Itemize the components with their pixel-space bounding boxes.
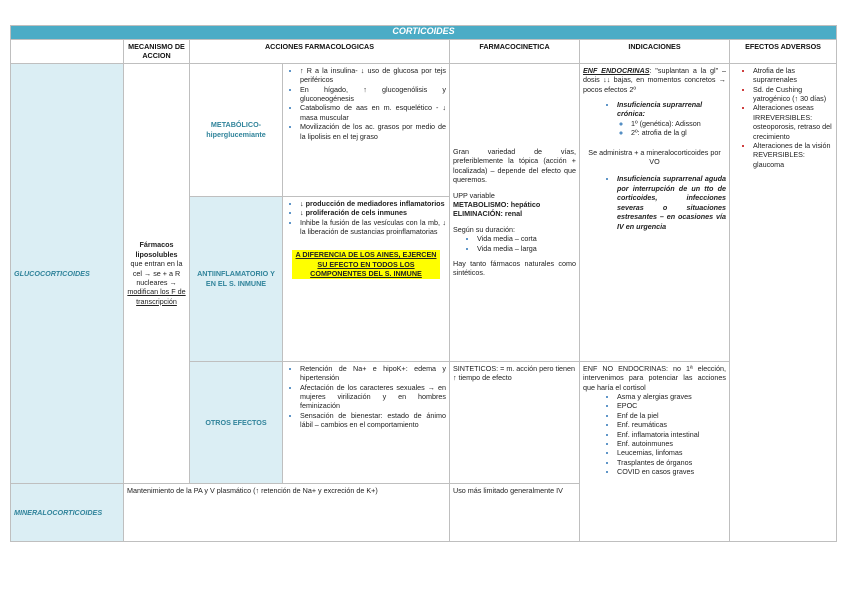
pharmaco-p3: METABOLISMO: hepático [453,199,541,209]
no-endo-item: • Asma y alergias graves [617,392,726,401]
otros-item: • Afectación de los caracteres sexuales → en mujeres virilización y en hombres feminización [300,383,446,411]
duration-item: • Vida media – larga [477,244,576,253]
header-pharmaco: FARMACOCINETICA [450,40,580,64]
sublabel-metab: METABÓLICO- hiperglucemiante [190,63,283,196]
metab-list [286,66,446,141]
no-endo-item: • COVID en casos graves [617,467,726,476]
insuf-aguda: • Insuficiencia suprarrenal aguda por interrupción de un tto de corticoides, infecciones severas o situaciones estresantes – en ocasiones vía IV en urgencia [617,174,726,230]
metab-cell [283,63,450,196]
aguda-list [583,174,726,230]
adverse-list [733,66,833,169]
endo-paragraph [583,66,726,94]
no-endo-paragraph: ENF NO ENDOCRINAS: no 1ª elección, intervenimos para potenciar las acciones que haría el cortisol [583,363,726,392]
no-endo-list [583,392,726,477]
no-endo-item: • Enf. autoinmunes [617,439,726,448]
anti-note: A DIFERENCIA DE LOS AINES, EJERCEN SU EFECTO EN TODOS LOS COMPONENTES DEL S. INMUNE [292,250,440,278]
otros-item: • Retención de Na+ e hipoK+: edema y hipertensión [300,364,446,383]
pharmaco-cell [450,63,580,361]
otros-list [286,364,446,430]
indications-noendo-cell [580,361,730,541]
row-label-mineral: MINERALOCORTICOIDES [11,483,124,541]
anti-list [286,199,446,237]
adverse-item: • Sd. de Cushing yatrogénico (↑ 30 días) [753,85,833,104]
no-endo-item: • Enf de la piel [617,411,726,420]
pharmaco-p2: UPP variable [453,190,495,200]
se-administra: Se administra + a mineralocorticoides por VO [588,147,721,167]
adverse-item: • Atrofia de las suprarrenales [753,66,833,85]
no-endo-item: • Trasplantes de órganos [617,458,726,467]
adverse-item: • Alteraciones oseas IRREVERSIBLES: osteoporosis, retraso del crecimiento [753,103,833,141]
header-actions: ACCIONES FARMACOLOGICAS [190,40,450,64]
header-indications: INDICACIONES [580,40,730,64]
no-endo-item: • EPOC [617,401,726,410]
mechanism-line2: que entran en la cel → se + a R nucleares → [130,259,183,288]
metab-item: • ↑ R a la insulina- ↓ uso de glucosa por tejs periféricos [300,66,446,85]
anti-item: • Inhibe la fusión de las vesículas con la mb, ↓ la liberación de sustancias proinflamatorias [300,218,446,237]
corticoides-table [10,25,837,542]
table-title: CORTICOIDES [11,26,837,40]
no-endo-item: • Enf. reumáticas [617,420,726,429]
no-endo-item: • Enf. inflamatoria intestinal [617,430,726,439]
adverse-cell [730,63,837,541]
metab-item: • Catabolismo de aas en m. esquelético - ↓ masa muscular [300,103,446,122]
cronica-list [583,100,726,138]
duration-list [453,234,576,253]
otros-cell [283,361,450,483]
sublabel-anti: ANTIINFLAMATORIO Y EN EL S. INMUNE [190,196,283,361]
cronica-item: ◦ 2º: atrofia de la gl [631,128,726,137]
mineral-action-cell: Mantenimiento de la PA y V plasmático (↑ retención de Na+ y excreción de K+) [124,483,450,541]
metab-item: • Movilización de los ac. grasos por medio de la lipolisis en el tej graso [300,122,446,141]
pharmaco-sinteticos-cell: SINTETICOS: = m. acción pero tienen ↑ tiempo de efecto [450,361,580,483]
corticoides-table-page [10,25,836,542]
row-label-gluco: GLUCOCORTICOIDES [11,63,124,483]
no-endo-item: • Leucemias, linfomas [617,448,726,457]
anti-cell [283,196,450,361]
mechanism-line3: modifican los F de transcripción [127,287,186,306]
anti-item: • ↓ proliferación de cels inmunes [300,208,446,217]
header-mechanism: MECANISMO DE ACCION [124,40,190,64]
pharmaco-p1: Gran variedad de vías, preferiblemente la tópica (acción + localizada) – depende del efecto que queremos. [453,146,576,185]
otros-item: • Sensación de bienestar: estado de ánimo lábil – cambios en el comportamiento [300,411,446,430]
metab-item: • En hígado, ↑ glucogenólisis y gluconeogénesis [300,85,446,104]
header-adverse: EFECTOS ADVERSOS [730,40,837,64]
pharmaco-p6: Hay tanto fármacos naturales como sintéticos. [453,258,576,278]
sublabel-otros: OTROS EFECTOS [190,361,283,483]
insuf-cronica-label: Insuficiencia suprarrenal crónica [617,100,703,119]
endo-head: ENF ENDOCRINAS [583,65,650,75]
mechanism-line1: Fármacos liposolubles [135,240,178,259]
mineral-pharmaco-cell: Uso más limitado generalmente IV [450,483,580,541]
mechanism-cell [124,63,190,483]
insuf-cronica: • Insuficiencia suprarrenal crónica: ◦ 1º (genética): Adisson ◦ 2º: atrofia de la gl [617,100,726,138]
adverse-item: • Alteraciones de la visión REVERSIBLES: glaucoma [753,141,833,169]
endo-text: : "suplantan a la gl" – dosis ↓↓ bajas, en momentos concretos → pocos efectos 2º [583,65,726,94]
anti-item: • ↓ producción de mediadores inflamatorios [300,199,446,208]
header-empty [11,40,124,64]
cronica-sublist [617,119,726,138]
pharmaco-p5: Según su duración: [453,224,515,234]
cronica-item: ◦ 1º (genética): Adisson [631,119,726,128]
duration-item: • Vida media – corta [477,234,576,243]
pharmaco-p4: ELIMINACIÓN: renal [453,209,523,219]
indications-endo-cell [580,63,730,361]
